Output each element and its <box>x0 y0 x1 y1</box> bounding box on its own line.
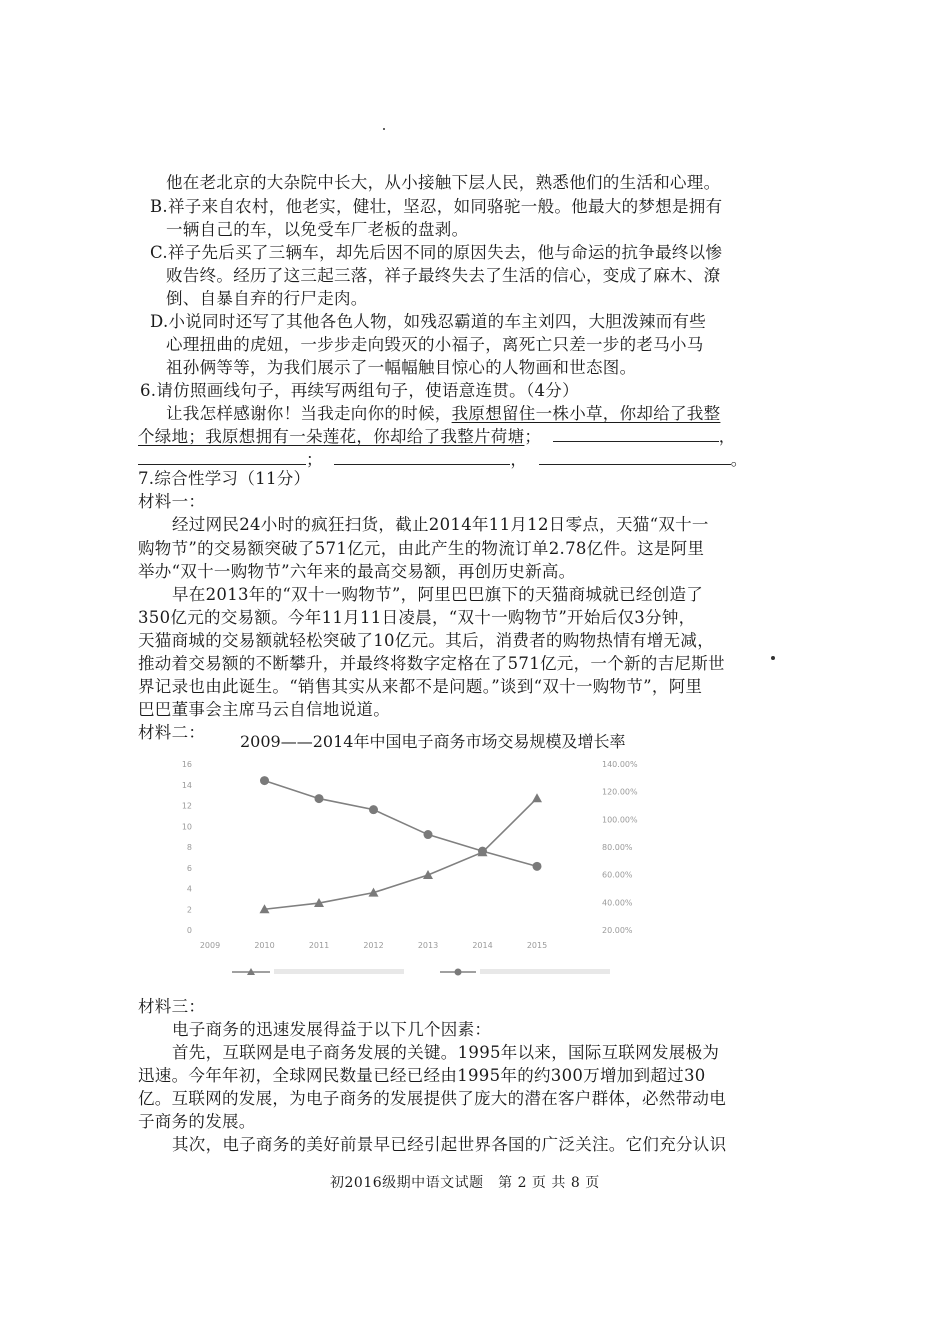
y-left-tick-label: 4 <box>186 884 192 894</box>
q6-line1 <box>166 403 720 425</box>
q7-material3-line6: 其次，电子商务的美好前景早已经引起世界各国的广泛关注。它们充分认识 <box>172 1135 727 1154</box>
series-line-circle <box>265 781 538 867</box>
scan-speck <box>383 128 385 130</box>
x-tick-label: 2012 <box>363 941 384 950</box>
legend-label-faded <box>480 969 610 974</box>
y-right-tick-label: 100.00% <box>602 815 638 825</box>
circle-point <box>369 805 378 814</box>
q7-material1-line2: 购物节”的交易额突破了571亿元，由此产生的物流订单2.78亿件。这是阿里 <box>138 539 705 558</box>
q7-material1-line7: 推动着交易额的不断攀升，并最终将数字定格在了571亿元，一个新的吉尼斯世 <box>138 654 725 673</box>
q5-option-c-line3: 倒、自暴自弃的行尸走肉。 <box>166 289 368 308</box>
q6-answer-blank-2[interactable] <box>138 449 306 465</box>
circle-point <box>478 847 487 856</box>
y-left-tick-label: 2 <box>186 905 192 915</box>
q6-line3-comma: ， <box>510 450 528 469</box>
y-right-tick-label: 140.00% <box>602 760 638 769</box>
q7-title: 7.综合性学习（11分） <box>138 469 311 488</box>
q5-option-c-line1: C.祥子先后买了三辆车，却先后因不同的原因失去，他与命运的抗争最终以惨 <box>150 243 723 262</box>
legend-label-faded <box>274 969 404 974</box>
circle-point <box>315 794 324 803</box>
q6-line1-underlined: 我原想留住一株小草，你却给了我整 <box>451 404 721 423</box>
q7-material3-line3: 迅速。今年年初，全球网民数量已经已经由1995年的约300万增加到超过30 <box>138 1066 706 1085</box>
ecommerce-line-chart <box>170 752 650 984</box>
y-left-tick-label: 14 <box>181 780 192 790</box>
y-left-tick-label: 16 <box>181 760 192 769</box>
q7-material1-line9: 巴巴董事会主席马云自信地说道。 <box>138 700 390 719</box>
q6-answer-blank-4[interactable] <box>539 449 731 465</box>
q6-line2-comma: ， <box>718 427 736 446</box>
y-right-tick-label: 120.00% <box>602 787 638 797</box>
q7-material2-label: 材料二： <box>138 723 206 742</box>
circle-point <box>424 830 433 839</box>
q5-option-b-line2: 一辆自己的车，以免受车厂老板的盘剥。 <box>166 220 469 239</box>
q7-material1-line5: 350亿元的交易额。今年11月11日凌晨，“双十一购物节”开始后仅3分钟， <box>138 608 696 627</box>
q6-line2-underlined: 个绿地；我原想拥有一朵莲花，你却给了我整片荷塘 <box>138 427 525 446</box>
q7-material1-label: 材料一： <box>138 492 206 511</box>
q5-option-b-line1: B.祥子来自农村，他老实，健壮，坚忍，如同骆驼一般。他最大的梦想是拥有 <box>150 197 723 216</box>
y-left-tick-label: 8 <box>186 843 192 852</box>
q7-material1-line3: 举办“双十一购物节”六年来的最高交易额，再创历史新高。 <box>138 562 576 581</box>
circle-point <box>533 862 542 871</box>
q5-option-a-continuation: 他在老北京的大杂院中长大，从小接触下层人民，熟悉他们的生活和心理。 <box>166 173 721 192</box>
y-right-tick-label: 20.00% <box>602 926 633 935</box>
q5-option-d-line3: 祖孙俩等等，为我们展示了一幅幅触目惊心的人物画和世态图。 <box>166 358 637 377</box>
q6-line2-semicolon: ； <box>524 427 542 446</box>
y-left-tick-label: 0 <box>186 926 192 935</box>
q7-material1-line8: 界记录也由此诞生。“销售其实从来都不是问题。”谈到“双十一购物节”，阿里 <box>138 677 703 696</box>
chart-title: 2009——2014年中国电子商务市场交易规模及增长率 <box>240 732 626 751</box>
series-line-triangle <box>265 798 538 909</box>
x-tick-label: 2011 <box>308 941 330 950</box>
y-right-tick-label: 60.00% <box>602 870 633 880</box>
x-tick-label: 2014 <box>472 941 493 950</box>
q6-stem: 6.请仿照画线句子，再续写两组句子，使语意连贯。（4分） <box>140 381 579 400</box>
q6-line1-plain: 让我怎样感谢你！当我走向你的时候， <box>166 404 452 423</box>
y-left-tick-label: 12 <box>181 801 192 811</box>
q7-material1-line1: 经过网民24小时的疯狂扫货，截止2014年11月12日零点，天猫“双十一 <box>172 515 709 534</box>
y-left-tick-label: 10 <box>181 822 192 832</box>
page-footer: 初2016级期中语文试题 第 2 页 共 8 页 <box>330 1175 600 1191</box>
q7-material3-line2: 首先，互联网是电子商务发展的关键。1995年以来，国际互联网发展极为 <box>172 1043 720 1062</box>
q7-material3-line4: 亿。互联网的发展，为电子商务的发展提供了庞大的潜在客户群体，必然带动电 <box>138 1089 726 1108</box>
legend-circle-marker <box>455 969 462 976</box>
triangle-point <box>423 870 433 879</box>
q6-answer-blank-1[interactable] <box>553 426 719 442</box>
q7-material3-line5: 子商务的发展。 <box>138 1112 256 1131</box>
q5-option-c-line2: 败告终。经历了这三起三落，祥子最终失去了生活的信心，变成了麻木、潦 <box>166 266 721 285</box>
q6-answer-blank-3[interactable] <box>334 449 510 465</box>
q6-line3-period: 。 <box>730 450 748 469</box>
y-right-tick-label: 40.00% <box>602 898 633 908</box>
scan-speck <box>771 656 775 660</box>
q7-material1-line4: 早在2013年的“双十一购物节”，阿里巴巴旗下的天猫商城就已经创造了 <box>172 585 704 604</box>
circle-point <box>260 776 269 785</box>
q7-material3-line1: 电子商务的迅速发展得益于以下几个因素： <box>172 1020 492 1039</box>
q6-line2 <box>138 426 736 448</box>
y-left-tick-label: 6 <box>186 863 192 873</box>
triangle-point <box>532 793 542 802</box>
x-tick-label: 2013 <box>417 941 439 950</box>
q7-material3-label: 材料三： <box>138 997 206 1016</box>
q6-line3-semicolon: ； <box>306 450 323 469</box>
q5-option-d-line2: 心理扭曲的虎妞，一步步走向毁灭的小福子，离死亡只差一步的老马小马 <box>166 335 704 354</box>
q7-material1-line6: 天猫商城的交易额就轻松突破了10亿元。其后，消费者的购物热情有增无减， <box>138 631 714 650</box>
x-tick-label: 2009 <box>199 941 221 950</box>
x-tick-label: 2010 <box>254 941 275 950</box>
x-tick-label: 2015 <box>526 941 548 950</box>
q5-option-d-line1: D.小说同时还写了其他各色人物，如残忍霸道的车主刘四，大胆泼辣而有些 <box>150 312 707 331</box>
y-right-tick-label: 80.00% <box>602 843 633 852</box>
